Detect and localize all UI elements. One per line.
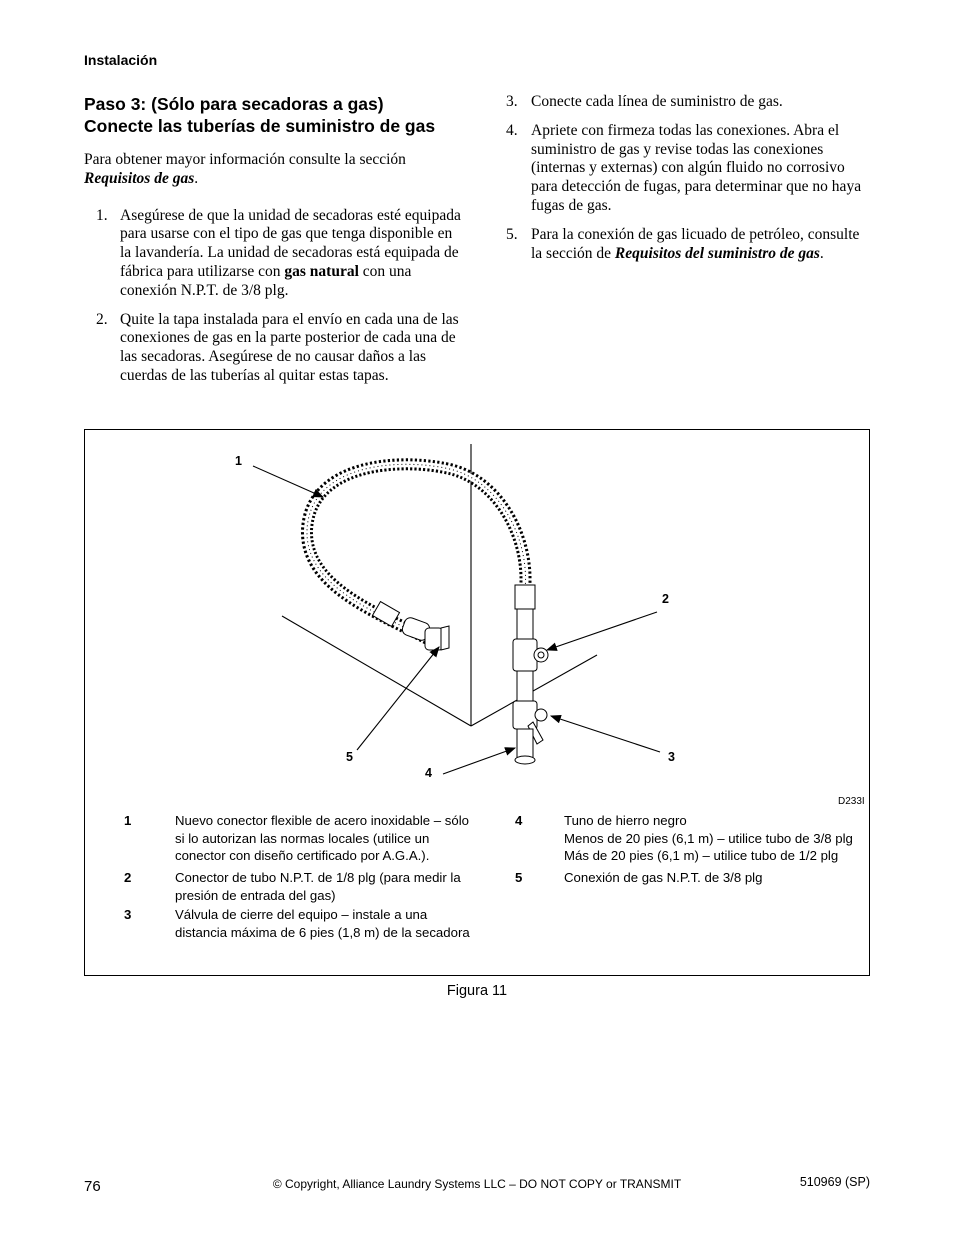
callout-3: 3 — [668, 750, 675, 764]
legend-number: 5 — [515, 870, 523, 885]
document-number: 510969 (SP) — [799, 1175, 870, 1189]
legend-number: 1 — [124, 813, 132, 828]
page-number: 76 — [84, 1178, 101, 1195]
step-item-4 — [506, 122, 872, 216]
step-number: 5. — [506, 225, 518, 243]
legend-number: 2 — [124, 870, 132, 885]
left-column — [84, 93, 462, 396]
step-item-1 — [84, 207, 462, 301]
right-column — [506, 93, 872, 273]
callout-4: 4 — [425, 766, 432, 780]
intro-text: Para obtener mayor información consulte la sección — [84, 151, 406, 168]
callout-5: 5 — [346, 750, 353, 764]
legend-text: Válvula de cierre del equipo – instale a una distancia máxima de 6 pies (1,8 m) de la secadora — [175, 907, 470, 940]
section-header: Instalación — [84, 52, 158, 68]
step-title — [84, 93, 462, 137]
callout-1: 1 — [235, 454, 242, 468]
step-text: Quite la tapa instalada para el envío en cada una de las conexiones de gas en la parte posterior de cada una de las secadoras. Asegúrese de no causar daños a las cuerdas de las tuberías al quitar estas tapas. — [120, 310, 459, 384]
step-text: Conecte cada línea de suministro de gas. — [531, 93, 783, 110]
step-item-3 — [506, 93, 872, 112]
step-number: 3. — [506, 93, 518, 110]
step-title-line1: Paso 3: (Sólo para secadoras a gas) — [84, 94, 384, 114]
legend-text: Conexión de gas N.P.T. de 3/8 plg — [564, 870, 763, 885]
steps-list-left — [84, 207, 462, 386]
figure-caption: Figura 11 — [446, 983, 508, 999]
intro-paragraph — [84, 151, 462, 189]
step-text: Para la conexión de gas licuado de petróleo, consulte la sección de — [531, 225, 860, 262]
intro-reference: Requisitos de gas — [84, 169, 195, 187]
step-bold: gas natural — [284, 262, 359, 280]
legend-text: Nuevo conector flexible de acero inoxidable – sólo si lo autorizan las normas locales (utilice un conector con diseño certificado por A.G.A.). — [175, 813, 469, 863]
legend-text: Conector de tubo N.P.T. de 1/8 plg (para medir la presión de entrada del gas) — [175, 870, 461, 903]
step-reference: Requisitos del suministro de gas — [614, 244, 820, 262]
figure-code: D233I — [838, 796, 865, 807]
legend-number: 4 — [515, 813, 523, 828]
legend-text-group — [564, 812, 869, 865]
step-text: Asegúrese de que la unidad de secadoras esté equipada para usarse con el tipo de gas que tenga disponible en la lavandería. La unidad de secadoras está equipada de fábrica para utilizarse con — [120, 206, 461, 280]
step-item-2 — [84, 311, 462, 386]
steps-list-right — [506, 93, 872, 263]
step-end: . — [819, 244, 824, 262]
legend-text-line3: Más de 20 pies (6,1 m) – utilice tubo de 1/2 plg — [564, 848, 839, 863]
pipe-stack — [513, 585, 548, 764]
legend-number: 3 — [124, 907, 132, 922]
step-item-5 — [506, 226, 872, 264]
step-text: con una conexión N.P.T. de 3/8 plg. — [120, 262, 412, 299]
footer-copyright: © Copyright, Alliance Laundry Systems LLC – DO NOT COPY or TRANSMIT — [272, 1177, 682, 1191]
step-text: Apriete con firmeza todas las conexiones. Abra el suministro de gas y revise todas las conexiones (internas y externas) con algún fluido no corrosivo para detección de fugas, para determinar que no haya fugas de gas. — [531, 121, 862, 214]
step-title-line2: Conecte las tuberías de suministro de gas — [84, 116, 436, 136]
legend-text-line2: Menos de 20 pies (6,1 m) – utilice tubo de 3/8 plg — [564, 830, 853, 846]
intro-end: . — [194, 169, 199, 187]
step-number: 1. — [96, 206, 108, 224]
step-number: 2. — [96, 310, 108, 328]
legend-text: Tuno de hierro negro — [564, 813, 687, 828]
elbow-fitting — [372, 602, 449, 650]
step-number: 4. — [506, 121, 518, 139]
figure-box — [84, 429, 870, 976]
callout-2: 2 — [662, 592, 669, 606]
